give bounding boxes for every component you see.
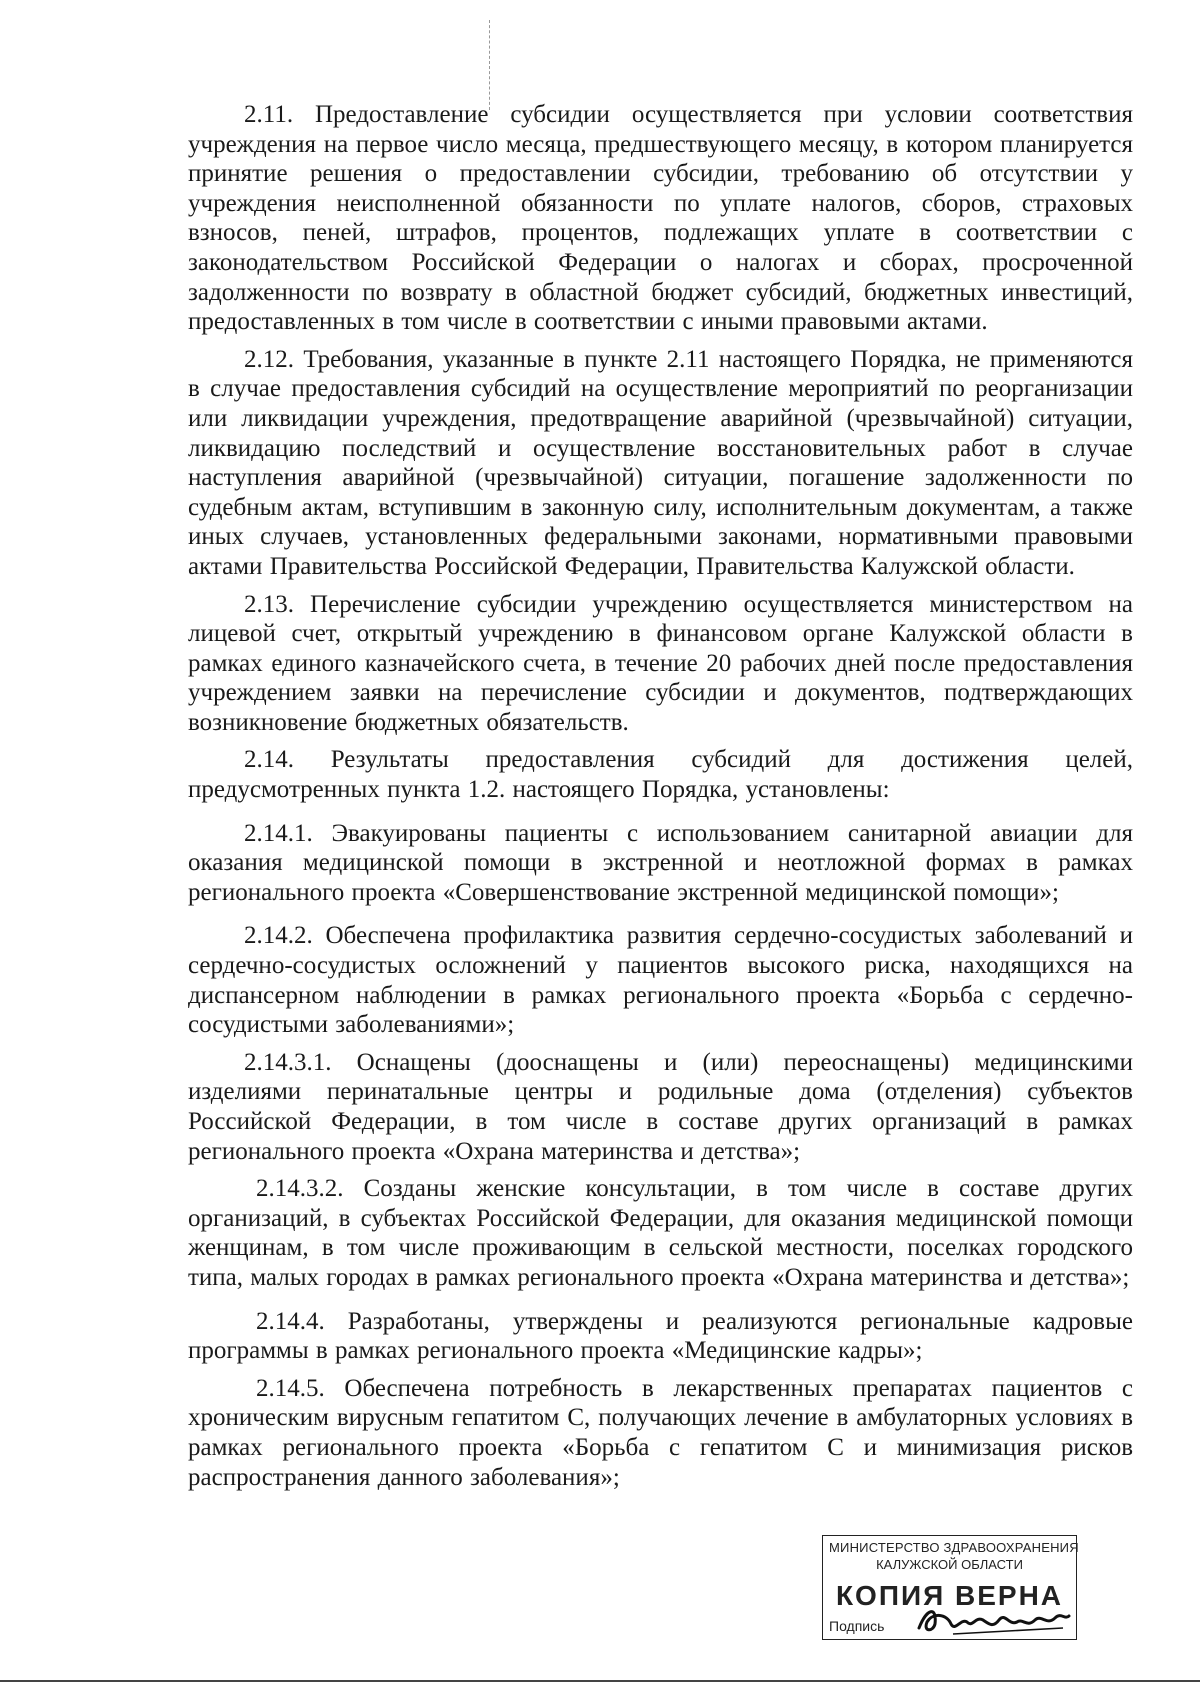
- paragraph-2-14-3-2: 2.14.3.2. Созданы женские консультации, в том числе в составе других организаций, в субъектах Российской Федерации, для оказания медицинской помощи женщинам, в том числе проживающим в сельской местности, поселках городского типа, малых городах в рамках регионального проекта «Охрана материнства и детства»;: [188, 1175, 1133, 1291]
- paragraph-2-14-4: 2.14.4. Разработаны, утверждены и реализуются региональные кадровые программы в рамках регионального проекта «Медицинские кадры»;: [188, 1307, 1133, 1365]
- document-body: [188, 100, 1133, 1492]
- stamp-ministry-line: МИНИСТЕРСТВО ЗДРАВООХРАНЕНИЯ: [829, 1540, 1079, 1555]
- stamp-sign-label: Подпись: [829, 1618, 885, 1634]
- paragraph-2-14: 2.14. Результаты предоставления субсидий для достижения целей, предусмотренных пункта 1.2. настоящего Порядка, установлены:: [188, 746, 1133, 804]
- handwritten-signature: [913, 1598, 1073, 1640]
- paragraph-2-14-5: 2.14.5. Обеспечена потребность в лекарственных препаратах пациентов с хроническим вирусным гепатитом С, получающих лечение в амбулаторных условиях в рамках регионального проекта «Борьба с гепатитом С и минимизация рисков распространения данного заболевания»;: [188, 1374, 1133, 1491]
- paragraph-2-13: 2.13. Перечисление субсидии учреждению осуществляется министерством на лицевой счет, открытый учреждению в финансовом органе Калужской области в рамках единого казначейского счета, в течение 20 рабочих дней после предоставления учреждением заявки на перечисление субсидии и документов, подтверждающих возникновение бюджетных обязательств.: [188, 590, 1133, 736]
- stamp-region-line: КАЛУЖСКОЙ ОБЛАСТИ: [876, 1557, 1023, 1572]
- page-bottom-edge: [0, 1680, 1200, 1682]
- paragraph-2-14-1: 2.14.1. Эвакуированы пациенты с использованием санитарной авиации для оказания медицинской помощи в экстренной и неотложной формах в рамках регионального проекта «Совершенствование экстренной медицинской помощи»;: [188, 819, 1133, 906]
- certification-stamp: [822, 1535, 1077, 1640]
- paragraph-2-14-2: 2.14.2. Обеспечена профилактика развития сердечно-сосудистых заболеваний и сердечно-сосудистых осложнений у пациентов высокого риска, находящихся на диспансерном наблюдении в рамках регионального проекта «Борьба с сердечно-сосудистыми заболеваниями»;: [188, 922, 1133, 1039]
- scan-artifact: [489, 20, 492, 110]
- paragraph-2-12: 2.12. Требования, указанные в пункте 2.11 настоящего Порядка, не применяются в случае предоставления субсидий на осуществление мероприятий по реорганизации или ликвидации учреждения, предотвращение аварийной (чрезвычайной) ситуации, ликвидацию последствий и осуществление восстановительных работ в случае наступления аварийной (чрезвычайной) ситуации, погашение задолженности по судебным актам, вступившим в законную силу, исполнительным документам, а также иных случаев, установленных федеральными законами, нормативными правовыми актами Правительства Российской Федерации, Правительства Калужской области.: [188, 345, 1133, 580]
- paragraph-2-11: 2.11. Предоставление субсидии осуществляется при условии соответствия учреждения на первое число месяца, предшествующего месяцу, в котором планируется принятие решения о предоставлении субсидии, требованию об отсутствии у учреждения неисполненной обязанности по уплате налогов, сборов, страховых взносов, пеней, штрафов, процентов, подлежащих уплате в соответствии с законодательством Российской Федерации о налогах и сборах, просроченной задолженности по возврату в областной бюджет субсидий, бюджетных инвестиций, предоставленных в том числе в соответствии с иными правовыми актами.: [188, 101, 1133, 336]
- stamp-title: КОПИЯ ВЕРНА: [835, 1580, 1064, 1611]
- paragraph-2-14-3-1: 2.14.3.1. Оснащены (дооснащены и (или) переоснащены) медицинскими изделиями перинатальные центры и родильные дома (отделения) субъектов Российской Федерации, в том числе в составе других организаций в рамках регионального проекта «Охрана материнства и детства»;: [188, 1048, 1133, 1165]
